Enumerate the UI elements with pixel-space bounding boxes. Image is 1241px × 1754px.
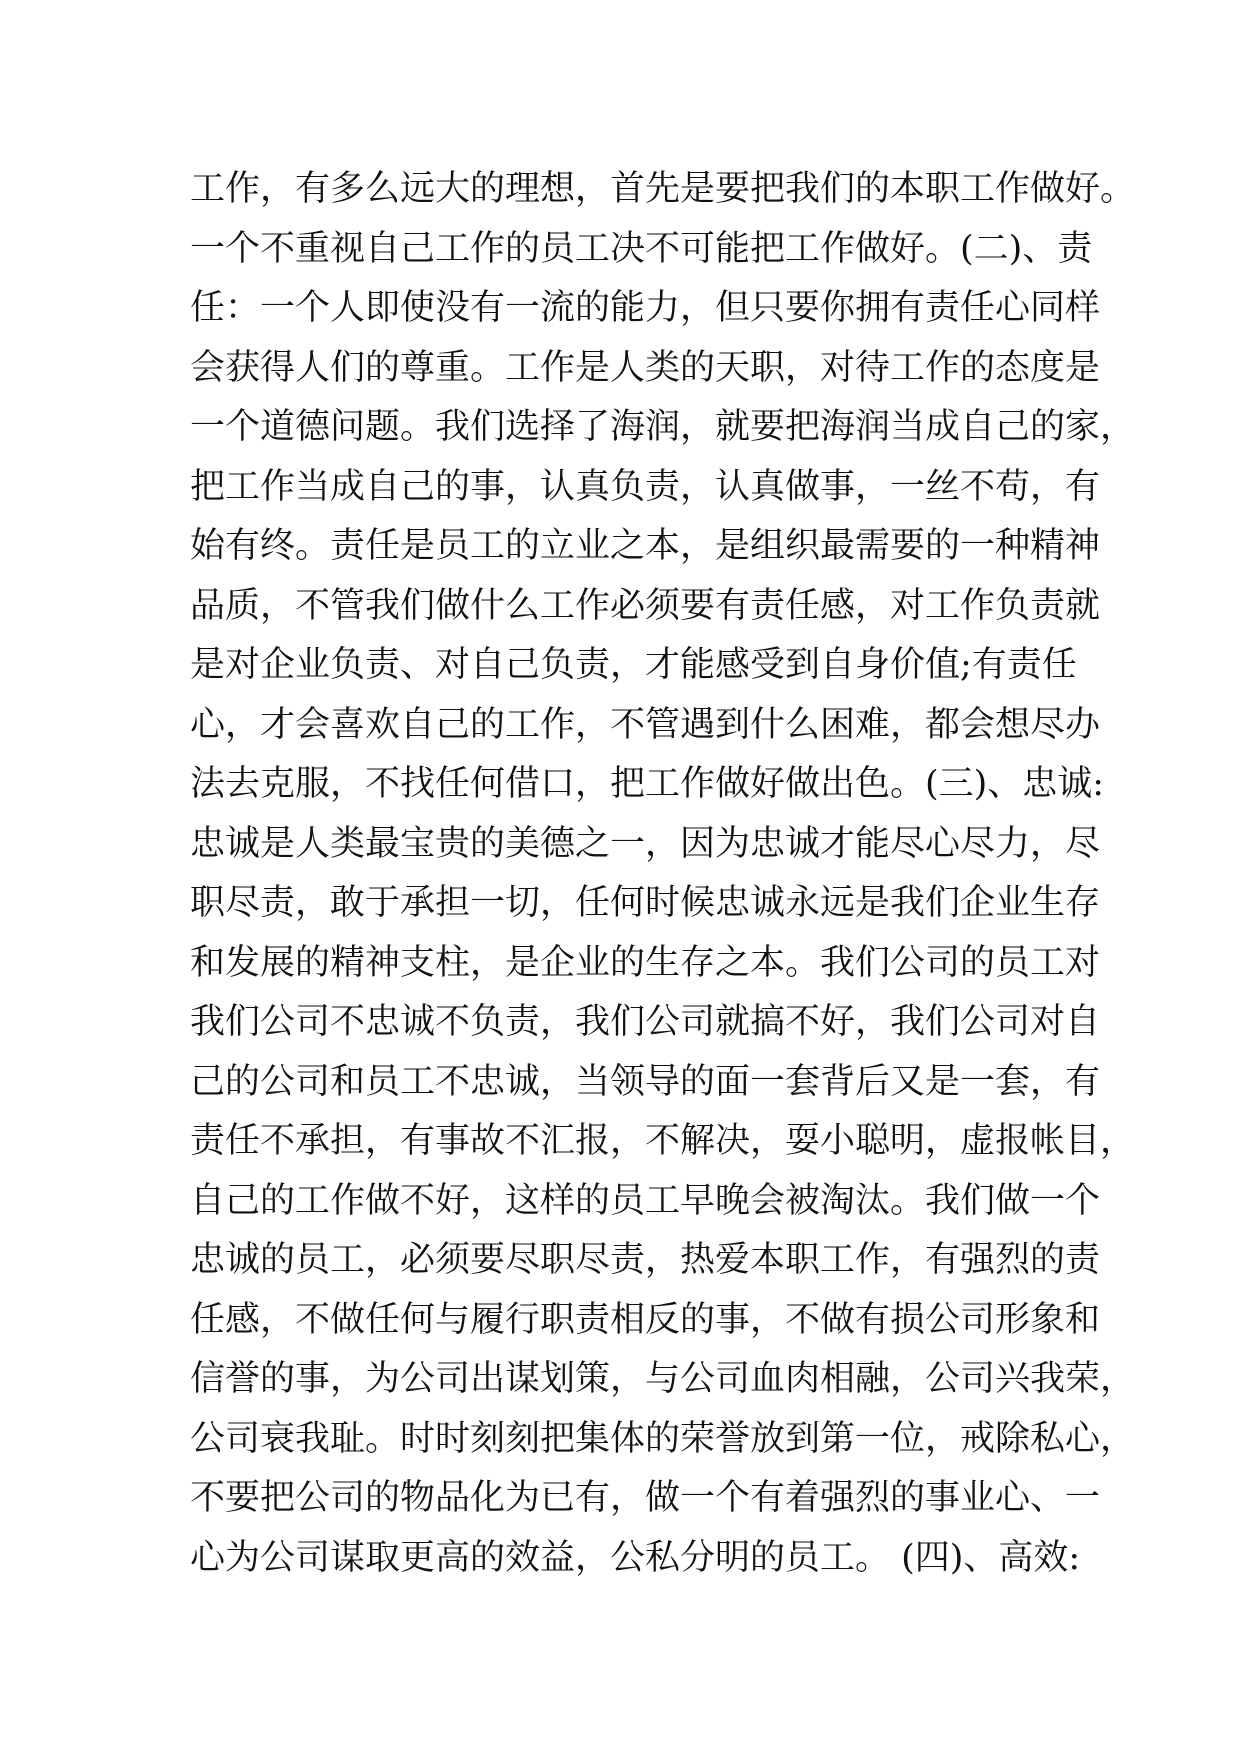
text-line: 忠诚是人类最宝贵的美德之一，因为忠诚才能尽心尽力，尽 [190,823,1101,864]
text-line: 责任不承担，有事故不汇报，不解决，耍小聪明，虚报帐目， [190,1121,1136,1161]
text-line: 自己的工作做不好，这样的员工早晚会被淘汰。我们做一个 [190,1180,1101,1221]
text-line: 法去克服，不找任何借口，把工作做好做出色。(三)、忠诚: [190,764,1105,804]
text-line: 职尽责，敢于承担一切，任何时候忠诚永远是我们企业生存 [190,883,1101,923]
text-line: 己的公司和员工不忠诚，当领导的面一套背后又是一套，有 [190,1061,1101,1102]
text-line: 是对企业负责、对自己负责，才能感受到自身价值;有责任 [190,645,1077,685]
text-line: 任：一个人即使没有一流的能力，但只要你拥有责任心同样 [190,288,1101,328]
text-line: 一个道德问题。我们选择了海润，就要把海润当成自己的家， [190,407,1136,447]
text-line: 工作，有多么远大的理想，首先是要把我们的本职工作做好。 [190,169,1136,209]
text-line: 心为公司谋取更高的效益，公私分明的员工。 (四)、高效: [190,1537,1081,1578]
body-text [190,160,1136,1588]
text-line: 信誉的事，为公司出谋划策，与公司血肉相融，公司兴我荣， [190,1359,1136,1399]
text-line: 品质，不管我们做什么工作必须要有责任感，对工作负责就 [190,585,1101,626]
text-line: 公司衰我耻。时时刻刻把集体的荣誉放到第一位，戒除私心， [190,1418,1136,1459]
text-line: 把工作当成自己的事，认真负责，认真做事，一丝不苟，有 [190,466,1101,507]
text-line: 不要把公司的物品化为已有，做一个有着强烈的事业心、一 [190,1478,1101,1518]
text-line: 始有终。责任是员工的立业之本，是组织最需要的一种精神 [190,526,1101,566]
text-line: 一个不重视自己工作的员工决不可能把工作做好。(二)、责 [190,228,1093,269]
text-line: 心，才会喜欢自己的工作，不管遇到什么困难，都会想尽办 [190,704,1101,745]
text-line: 我们公司不忠诚不负责，我们公司就搞不好，我们公司对自 [190,1002,1101,1042]
text-line: 会获得人们的尊重。工作是人类的天职，对待工作的态度是 [190,347,1101,388]
text-line: 忠诚的员工，必须要尽职尽责，热爱本职工作，有强烈的责 [190,1240,1101,1280]
text-line: 任感，不做任何与履行职责相反的事，不做有损公司形象和 [190,1299,1101,1340]
text-line: 和发展的精神支柱，是企业的生存之本。我们公司的员工对 [190,942,1101,983]
